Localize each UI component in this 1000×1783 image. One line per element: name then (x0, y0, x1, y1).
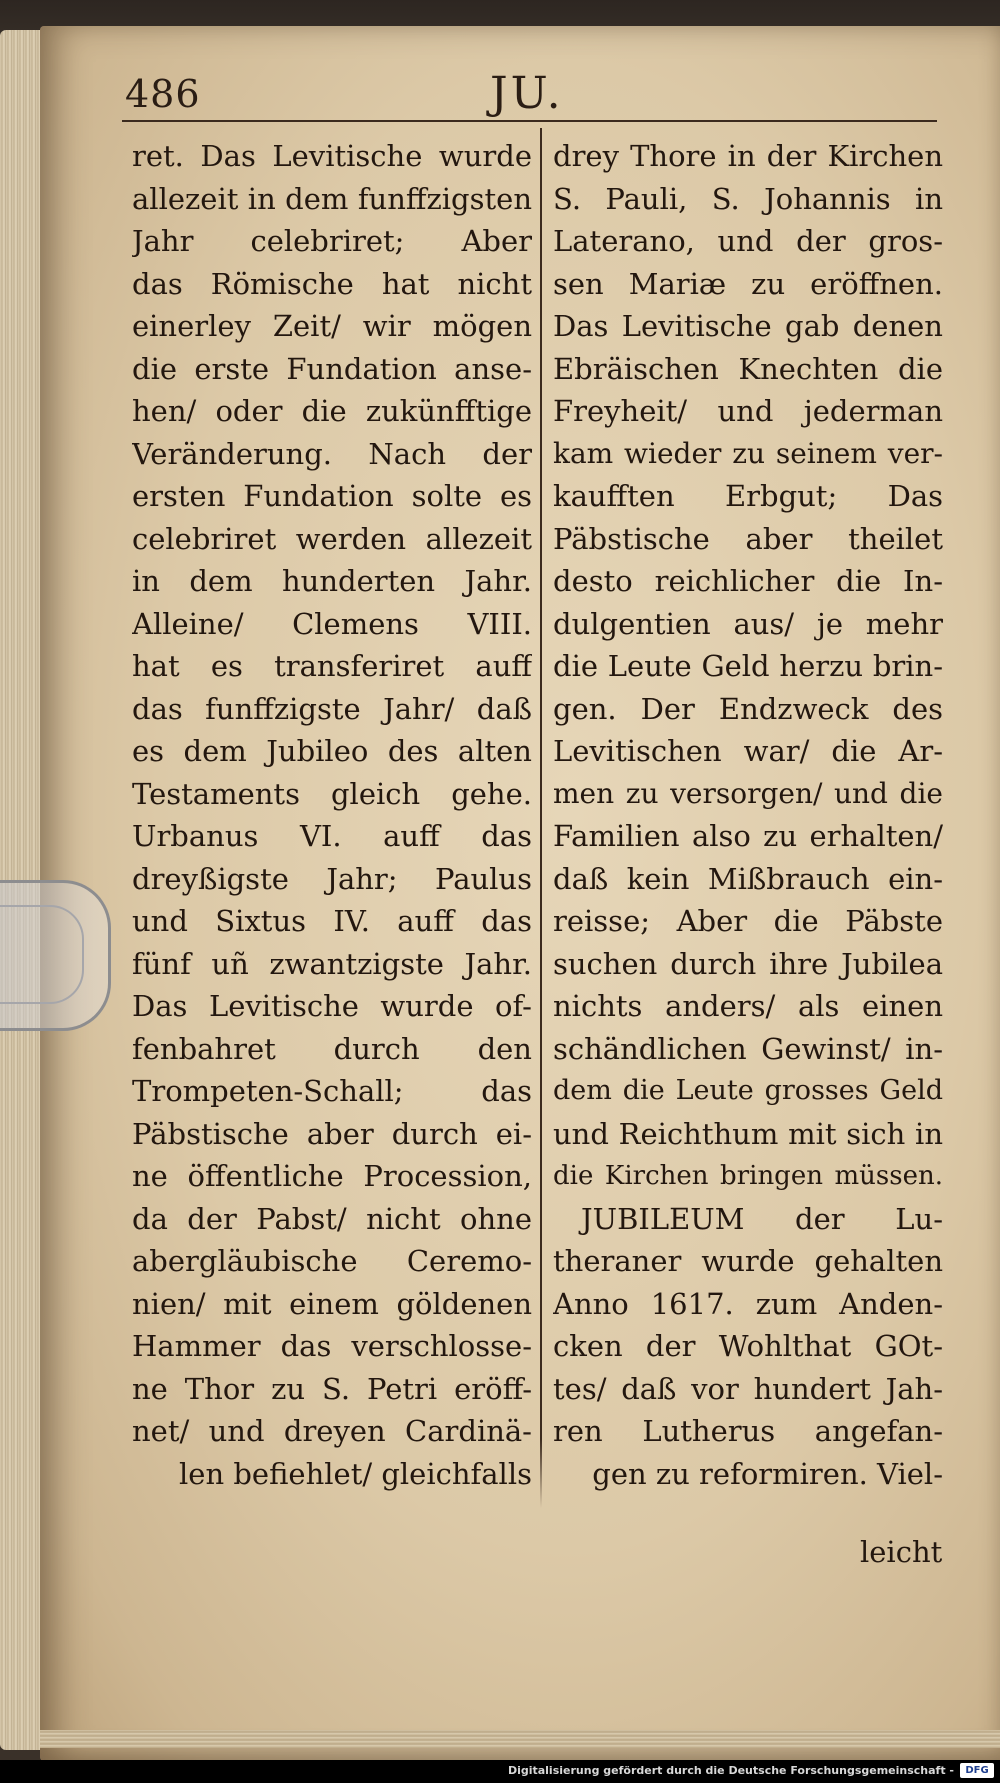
text-line: Das Levitische wurde of- (132, 989, 532, 1023)
text-line: gen zu reformiren. Viel- (592, 1456, 943, 1491)
text-line: das Römische hat nicht (132, 266, 532, 301)
text-line: Das Levitische gab denen (553, 309, 943, 343)
page-bottom-edges (40, 1730, 1000, 1748)
text-line: Alleine/ Clemens VIII. (132, 606, 532, 641)
text-line: men zu versorgen/ und die (553, 776, 943, 810)
text-line: cken der Wohlthat GOt- (553, 1329, 943, 1363)
catchword: leicht (860, 1535, 943, 1569)
text-line: Hammer das verschlosse- (132, 1329, 532, 1363)
text-line: desto reichlicher die In- (553, 564, 943, 598)
right-column (553, 135, 943, 1495)
text-line: allezeit in dem funffzigsten (132, 181, 532, 216)
page-clip-inner (0, 905, 84, 1004)
text-line: es dem Jubileo des alten (132, 734, 532, 768)
text-line: nien/ mit einem göldenen (132, 1286, 532, 1321)
text-line: und Reichthum mit sich in (553, 1116, 943, 1151)
text-line: das funffzigste Jahr/ daß (132, 691, 532, 726)
text-line: Veränderung. Nach der (132, 436, 532, 471)
text-line: Familien also zu erhalten/ (553, 819, 943, 853)
text-line: Anno 1617. zum Anden- (553, 1286, 943, 1321)
text-line: kaufften Erbgut; Das (553, 479, 943, 513)
scan-credit: Digitalisierung gefördert durch die Deutsche Forschungsgemeinschaft - (507, 1764, 954, 1777)
text-line: Trompeten-Schall; das (132, 1074, 532, 1108)
text-line: tes/ daß vor hundert Jah- (553, 1371, 943, 1406)
text-line: Päbstische aber theilet (553, 521, 943, 556)
text-line: schändlichen Gewinst/ in- (553, 1031, 943, 1066)
text-line: suchen durch ihre Jubilea (553, 946, 943, 981)
text-line: dreyßigste Jahr; Paulus (132, 861, 532, 896)
text-line: reisse; Aber die Päbste (553, 904, 943, 938)
text-line: fenbahret durch den (132, 1031, 532, 1066)
header-rule (122, 120, 937, 122)
text-line: Urbanus VI. auff das (132, 819, 532, 853)
text-line: ren Lutherus angefan- (553, 1414, 943, 1448)
text-line: theraner wurde gehalten (553, 1244, 943, 1278)
text-line: da der Pabst/ nicht ohne (132, 1201, 532, 1236)
running-head: JU. (490, 68, 564, 119)
text-line: ersten Fundation solte es (132, 479, 532, 513)
text-line: ret. Das Levitische wurde (132, 139, 532, 173)
dfg-logo: DFG (960, 1763, 994, 1778)
text-line: len befiehlet/ gleichfalls (179, 1456, 532, 1491)
text-line: Ebräischen Knechten die (553, 351, 943, 386)
text-line: Jahr celebriret; Aber (132, 224, 532, 258)
text-line: hen/ oder die zukünfftige (132, 394, 532, 428)
text-line: einerley Zeit/ wir mögen (132, 309, 532, 343)
text-line: celebriret werden allezeit (132, 521, 532, 556)
text-line: JUBILEUM der Lu- (581, 1201, 943, 1236)
column-divider (540, 128, 542, 1508)
text-line: daß kein Mißbrauch ein- (553, 861, 943, 896)
left-column (132, 135, 532, 1495)
text-line: dulgentien aus/ je mehr (553, 606, 943, 641)
text-line: net/ und dreyen Cardinä- (132, 1414, 532, 1448)
text-line: ne öffentliche Procession, (132, 1159, 532, 1193)
text-line: gen. Der Endzweck des (553, 691, 943, 726)
text-line: nichts anders/ als einen (553, 989, 943, 1023)
text-line: in dem hunderten Jahr. (132, 564, 532, 598)
text-line: kam wieder zu seinem ver- (553, 436, 943, 470)
text-line: und Sixtus IV. auff das (132, 904, 532, 938)
text-line: ne Thor zu S. Petri eröff- (132, 1371, 532, 1406)
text-line: Päbstische aber durch ei- (132, 1116, 532, 1151)
text-line: dem die Leute grosses Geld (553, 1075, 943, 1106)
text-line: die Kirchen bringen müssen. (553, 1161, 943, 1191)
text-line: fünf uñ zwantzigste Jahr. (132, 946, 532, 981)
text-line: abergläubische Ceremo- (132, 1244, 532, 1278)
text-line: Testaments gleich gehe. (132, 776, 532, 811)
text-line: die erste Fundation anse- (132, 351, 532, 386)
page-number: 486 (125, 72, 201, 116)
text-line: Laterano, und der gros- (553, 224, 943, 258)
text-line: die Leute Geld herzu brin- (553, 649, 943, 683)
text-line: Freyheit/ und jederman (553, 394, 943, 428)
text-line: Levitischen war/ die Ar- (553, 734, 943, 768)
text-line: sen Mariæ zu eröffnen. (553, 266, 943, 301)
text-line: S. Pauli, S. Johannis in (553, 181, 943, 216)
text-line: drey Thore in der Kirchen (553, 139, 943, 173)
text-line: hat es transferiret auff (132, 649, 532, 683)
